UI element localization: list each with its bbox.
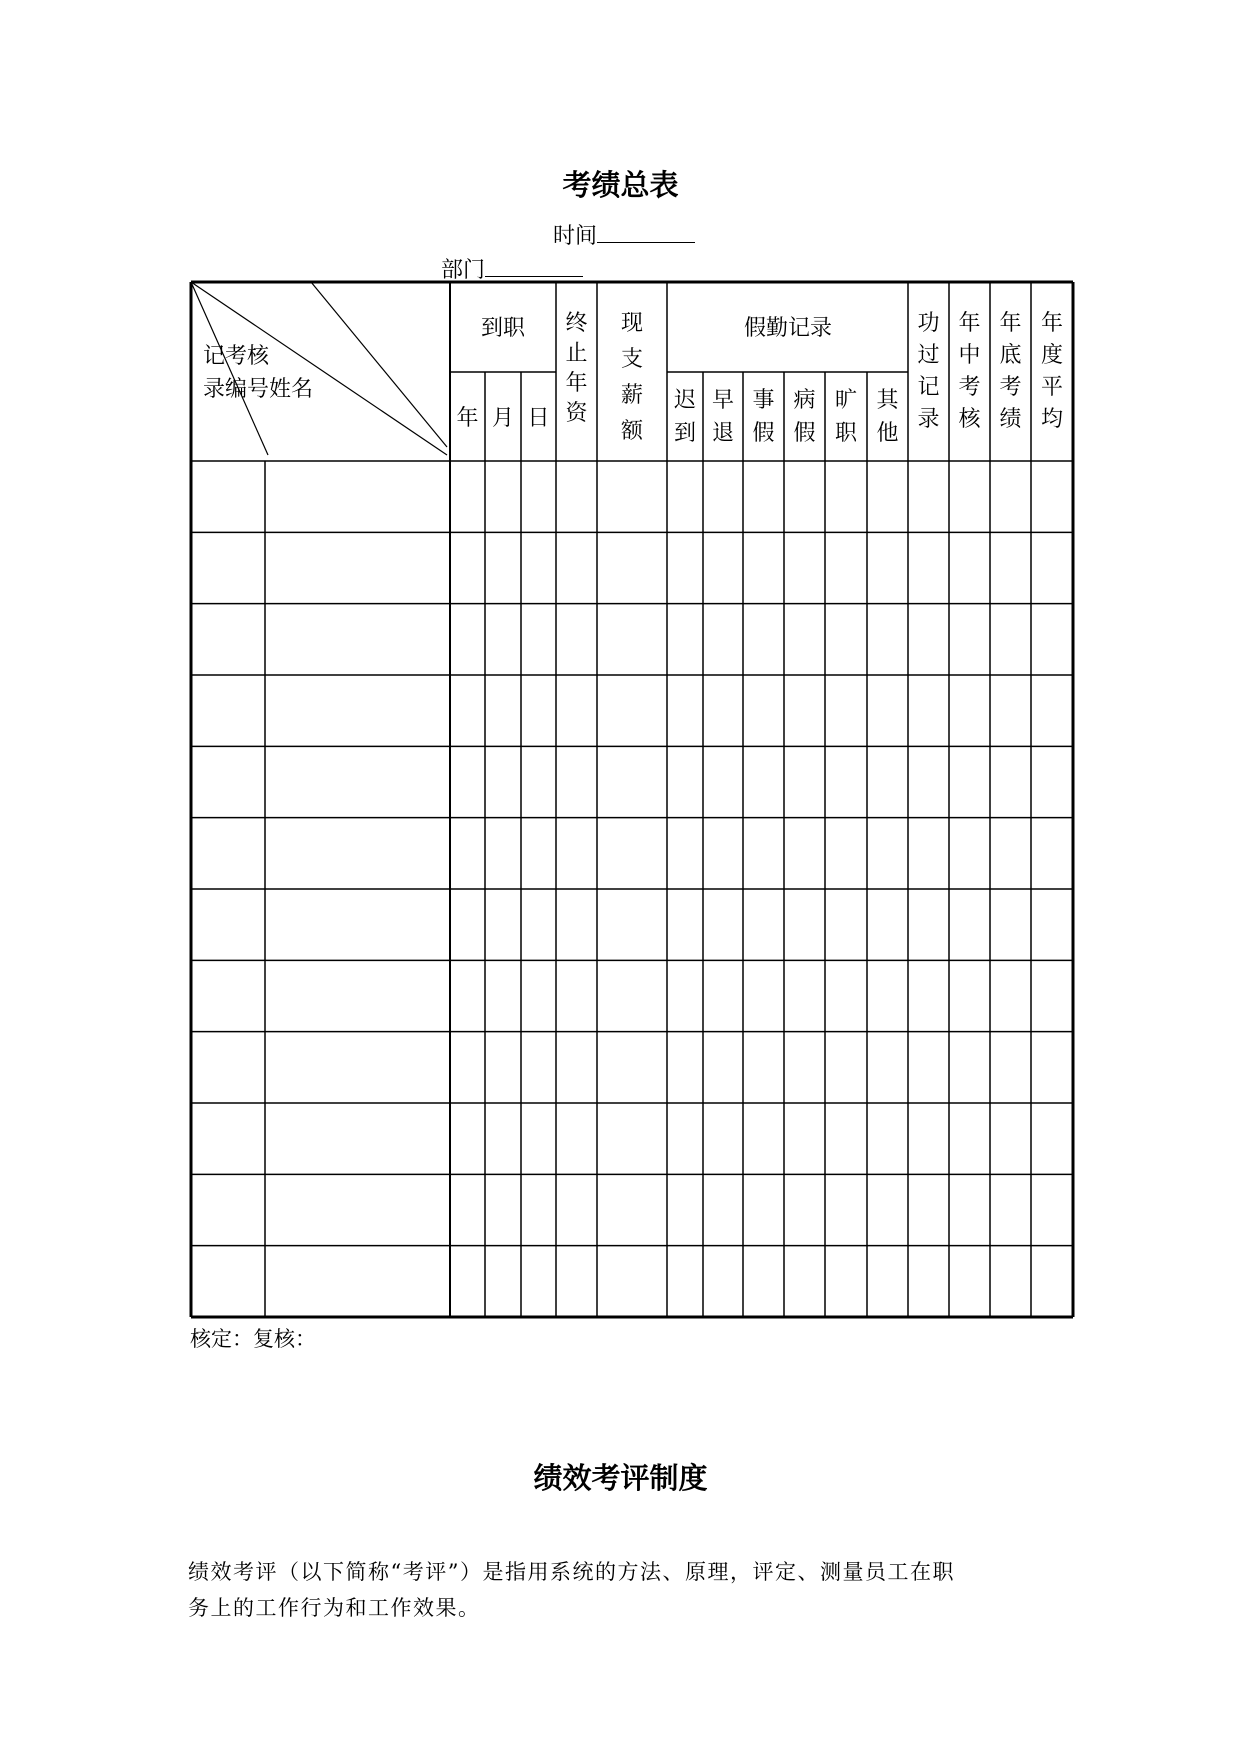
intro-paragraph: [188, 1554, 1068, 1626]
seniority-header: 终: [565, 311, 588, 336]
average-header: 平: [1040, 375, 1064, 400]
salary-header: 薪: [620, 383, 644, 408]
yearend-header: 年: [999, 311, 1022, 336]
yearend-header: 绩: [999, 407, 1022, 432]
leave-sub-header: 旷: [834, 388, 858, 413]
yearend-header: 底: [999, 343, 1022, 368]
leave-record-header: 假勤记录: [743, 316, 833, 341]
midyear-header: 考: [958, 375, 981, 400]
merit-header: 过: [917, 343, 940, 368]
leave-sub-header: 假: [752, 421, 775, 446]
leave-sub-header: 事: [752, 388, 775, 413]
leave-sub-header: 早: [711, 388, 735, 413]
salary-header: 现: [620, 311, 644, 336]
merit-header: 记: [917, 375, 940, 400]
salary-header: 额: [620, 419, 644, 444]
table-header-text: [203, 311, 1063, 446]
seniority-header: 年: [565, 371, 588, 396]
leave-sub-header: 病: [793, 388, 816, 413]
footer-approval: 核定：复核：: [190, 1327, 316, 1351]
arrival-year-header: 年: [456, 406, 479, 431]
average-header: 均: [1040, 407, 1064, 432]
paragraph-line-1: 绩效考评（以下简称“考评”）是指用系统的方法、原理，评定、测量员工在职: [188, 1560, 955, 1584]
salary-header: 支: [620, 347, 644, 372]
diagonal-header-line1: 记考核: [203, 344, 270, 369]
arrival-group-header: 到职: [480, 316, 526, 341]
yearend-header: 考: [999, 375, 1022, 400]
midyear-header: 中: [958, 343, 981, 368]
seniority-header: 资: [565, 401, 588, 426]
leave-sub-header: 退: [711, 421, 735, 446]
average-header: 年: [1040, 311, 1064, 336]
leave-sub-header: 假: [793, 421, 816, 446]
leave-sub-header: 职: [834, 421, 858, 446]
form-title: 考绩总表: [562, 168, 679, 202]
leave-sub-header: 其: [876, 388, 899, 413]
section-title: 绩效考评制度: [533, 1461, 708, 1495]
leave-sub-header: 迟: [673, 388, 697, 413]
paragraph-line-2: 务上的工作行为和工作效果。: [188, 1596, 481, 1620]
merit-header: 功: [917, 311, 940, 336]
arrival-month-header: 月: [491, 406, 515, 431]
department-label: 部门: [441, 258, 486, 283]
diagonal-line-3: [311, 282, 447, 447]
midyear-header: 年: [958, 311, 981, 336]
leave-sub-header: 到: [673, 421, 697, 446]
leave-sub-header: 他: [876, 421, 899, 446]
arrival-day-header: 日: [527, 406, 550, 431]
time-label: 时间: [553, 224, 598, 249]
midyear-header: 核: [958, 407, 981, 432]
merit-header: 录: [917, 407, 940, 432]
diagonal-header-line2: 录编号姓名: [203, 377, 314, 402]
average-header: 度: [1040, 343, 1064, 368]
seniority-header: 止: [565, 341, 588, 366]
